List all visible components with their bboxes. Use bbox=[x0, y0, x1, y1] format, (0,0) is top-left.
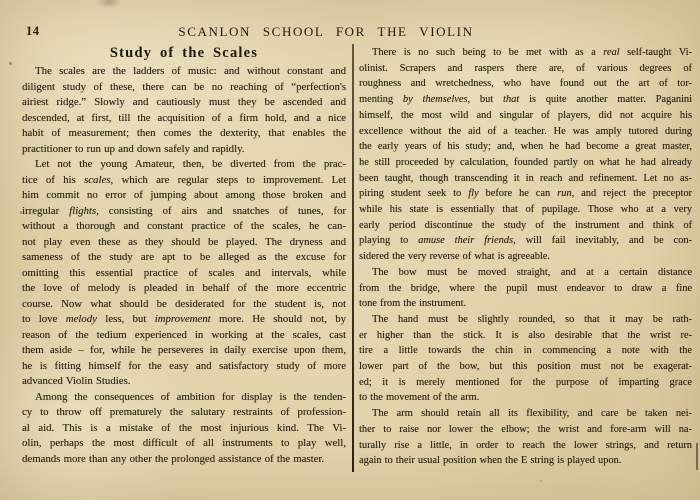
text-line: airiest ridge.” Slowly and cautiously must they be ascended and bbox=[22, 96, 346, 108]
text-line: omitting this essential practice of scales and intervals, while bbox=[22, 266, 346, 279]
text-line: the early years of his study; and, when he had become a great master, bbox=[359, 141, 692, 153]
text-line: playing to amuse their friends, will fail inevitably, and be con- bbox=[359, 235, 692, 247]
text-line: The hand must be slightly rounded, so that it may be rath- bbox=[372, 313, 692, 325]
text-line: been taught, though transcending it in reach and refinement. Let no as- bbox=[359, 172, 692, 184]
text-line: early period discontinue the study of the instrument and think of bbox=[359, 219, 692, 231]
text-line: the love of melody is pleaded in behalf of the more eccentric bbox=[22, 282, 346, 294]
text-line: descended, at first, till the acquisition of a firm hold, and a nice bbox=[22, 111, 346, 124]
text-line: Among the consequences of ambition for display is the tenden- bbox=[35, 390, 346, 403]
text-line: he is fitting himself for the easy and satisfactory study of more bbox=[22, 359, 346, 372]
section-heading: Study of the Scales bbox=[109, 45, 259, 61]
left-column-text bbox=[22, 64, 346, 467]
ink-speck bbox=[540, 480, 542, 482]
text-line: The arm should retain all its flexibility, and care be taken nei- bbox=[372, 408, 692, 420]
text-line: tire a little towards the chin in commencing a note with the bbox=[359, 345, 692, 357]
text-line: again to their usual position when the E string is played upon. bbox=[359, 455, 622, 467]
text-line: to love melody less, but improvement more. He should not, by bbox=[22, 313, 347, 325]
text-line: irregular flights, consisting of airs and snatches of tunes, for bbox=[22, 204, 346, 217]
text-line: lower part of the bow, but this position must not be exagerat- bbox=[359, 361, 692, 373]
text-line: Let not the young Amateur, then, be diverted from the prac- bbox=[35, 158, 346, 170]
text-line: tice of his scales, which are regular steps to improvement. Let bbox=[22, 173, 346, 186]
page-number: 14 bbox=[26, 24, 40, 38]
text-line: while his state is essentially that of pupilage. Those who at a very bbox=[359, 204, 692, 216]
text-line: sidered the very reverse of what is agreeable. bbox=[359, 251, 551, 263]
text-line: al aid. This is a mistake of the most injurious kind. The Vi- bbox=[22, 421, 346, 434]
text-line: sameness of the study are apt to be alleged as the excuse for bbox=[22, 251, 346, 263]
ink-speck bbox=[20, 211, 22, 214]
text-line: not play even these as they should be played. The dryness and bbox=[22, 235, 346, 248]
text-line: tone from the instrument. bbox=[359, 298, 467, 310]
running-header-title: SCANLON SCHOOL FOR THE VIOLIN bbox=[178, 24, 474, 39]
text-line: The scales are the ladders of music: and without constant and bbox=[35, 65, 346, 77]
text-line: he still proceeded by calculation, founded partly on what he had already bbox=[359, 156, 692, 168]
text-line: There is no such being to be met with as a real self-taught Vi- bbox=[372, 47, 692, 58]
ink-speck bbox=[9, 62, 12, 65]
left-column bbox=[22, 44, 346, 467]
text-line: them aside – for, while he perseveres in daily exercise upon them, bbox=[22, 344, 346, 356]
text-line: practitioner to run up and down safely and rapidly. bbox=[22, 142, 245, 155]
text-line: er higher than the stick. It is also desirable that the wrist re- bbox=[359, 329, 692, 341]
scan-smudge bbox=[96, 0, 122, 8]
text-line: diligent study of these, there can be no reaching of “perfection's bbox=[22, 80, 346, 93]
column-divider-rule bbox=[352, 44, 354, 472]
text-line: piring student seek to fly before he can run, and reject the preceptor bbox=[359, 188, 692, 200]
page-edge-mark bbox=[696, 443, 698, 470]
text-line: to the movement of the arm. bbox=[359, 392, 480, 404]
text-line: cy to throw off prematurely the salutary restraints of profession- bbox=[22, 406, 346, 418]
text-line: olinist. Scrapers and raspers there are, of various degrees of bbox=[359, 62, 692, 74]
text-line: ther to raise nor lower the elbow; the wrist and fore-arm will na- bbox=[359, 423, 692, 435]
text-line: himself, the most wild and singular of players, did not acquire his bbox=[359, 109, 692, 121]
text-line: course. Now what should be desiderated for the student is, not bbox=[22, 297, 346, 310]
text-line: demands more than any other the prolonged assistance of the master. bbox=[22, 452, 325, 465]
text-line: him commit no error of jumping about among those broken and bbox=[22, 189, 346, 201]
right-column-text bbox=[359, 45, 692, 469]
text-line: turally rise a little, in order to reach the lower strings, and return bbox=[359, 439, 692, 451]
text-line: roughness and wretchedness, who have found out the art of tor- bbox=[359, 78, 692, 90]
text-line: from the bridge, where the pupil must endeavor to draw a fine bbox=[359, 282, 692, 294]
text-line: advanced Violin Studies. bbox=[22, 375, 131, 387]
text-line: The bow must be moved straight, and at a certain distance bbox=[372, 266, 692, 278]
text-line: reason of the tedium experienced in working at the scales, cast bbox=[22, 328, 346, 341]
text-line: menting by themselves, but that is quite another matter. Paganini bbox=[359, 94, 693, 106]
text-line: without a thorough and constant practice of the scales, he can- bbox=[22, 220, 346, 232]
text-line: habit of measurement; then comes the dexterity, that enables the bbox=[22, 127, 346, 139]
text-line: ed; it is merely mentioned for the purpose of imparting grace bbox=[359, 376, 692, 388]
text-line: excellence without the aid of a teacher. He was amply tutored during bbox=[359, 125, 692, 137]
right-column bbox=[359, 45, 692, 469]
text-line: olin, perhaps the most difficult of all instruments to play well, bbox=[22, 437, 346, 449]
